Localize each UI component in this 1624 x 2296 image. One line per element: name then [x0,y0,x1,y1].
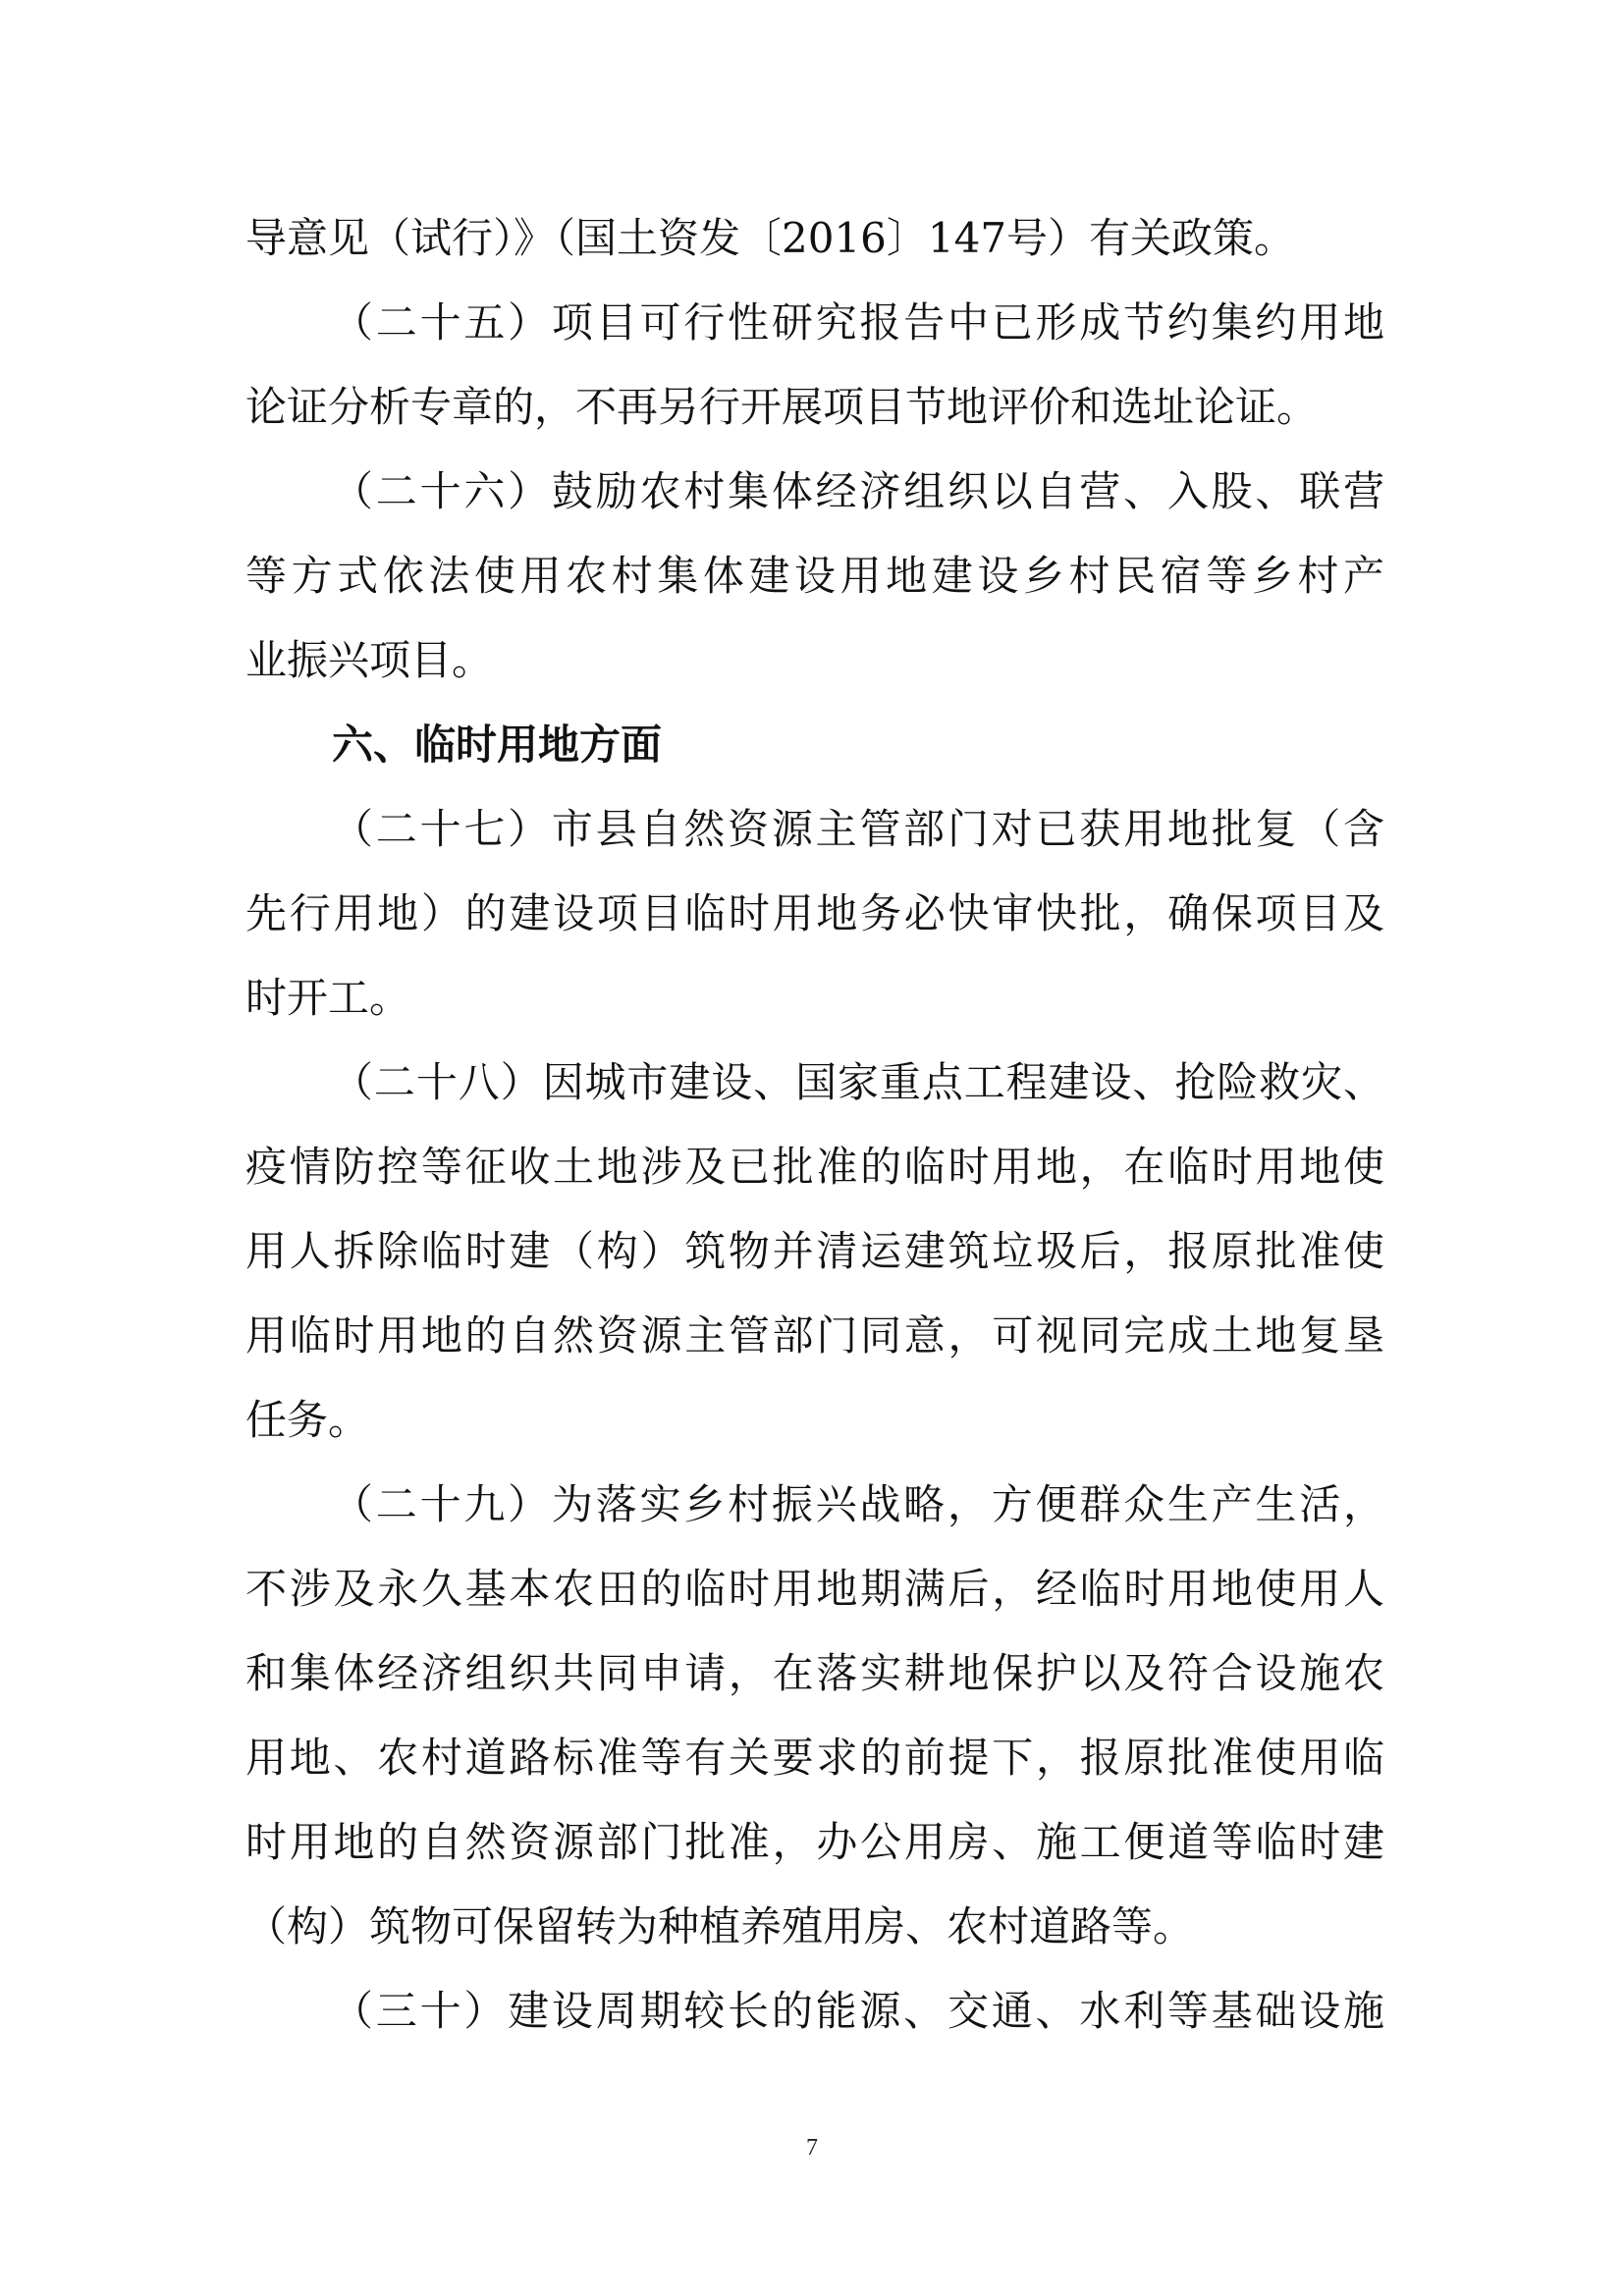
text-line: 不涉及永久基本农田的临时用地期满后，经临时用地使用人 [245,1565,1384,1613]
section-heading: 六、临时用地方面 [332,721,663,769]
text-line: （构）筑物可保留转为种植养殖用房、农村道路等。 [245,1902,1195,1950]
text-line: 用人拆除临时建（构）筑物并清运建筑垃圾后，报原批准使 [245,1227,1384,1275]
text-line: 疫情防控等征收土地涉及已批准的临时用地，在临时用地使 [245,1143,1384,1191]
page-number: 7 [806,2135,818,2161]
text-line: 时用地的自然资源部门批准，办公用房、施工便道等临时建 [245,1818,1384,1866]
text-line: 导意见（试行）》（国土资发〔2016〕147号）有关政策。 [245,214,1296,262]
paragraph-28-line: （二十八）因城市建设、国家重点工程建设、抢险救灾、 [332,1058,1384,1106]
text-line: 业振兴项目。 [245,636,494,684]
paragraph-27-line: （二十七）市县自然资源主管部门对已获用地批复（含 [332,805,1384,853]
document-body [245,196,1384,2054]
text-line: 任务。 [245,1396,370,1444]
text-line: 和集体经济组织共同申请，在落实耕地保护以及符合设施农 [245,1649,1384,1697]
text-line: 先行用地）的建设项目临时用地务必快审快批，确保项目及 [245,889,1384,937]
paragraph-25-line: （二十五）项目可行性研究报告中已形成节约集约用地 [332,298,1384,347]
text-line: 用地、农村道路标准等有关要求的前提下，报原批准使用临 [245,1734,1384,1782]
paragraph-29-line: （二十九）为落实乡村振兴战略，方便群众生产生活， [332,1480,1384,1528]
paragraph-26-line: （二十六）鼓励农村集体经济组织以自营、入股、联营 [332,467,1384,515]
text-line: 等方式依法使用农村集体建设用地建设乡村民宿等乡村产 [245,552,1384,600]
paragraph-30-line: （三十）建设周期较长的能源、交通、水利等基础设施 [332,1987,1384,2035]
text-line: 时开工。 [245,974,411,1022]
text-line: 论证分析专章的，不再另行开展项目节地评价和选址论证。 [245,383,1319,431]
text-line: 用临时用地的自然资源主管部门同意，可视同完成土地复垦 [245,1311,1384,1360]
